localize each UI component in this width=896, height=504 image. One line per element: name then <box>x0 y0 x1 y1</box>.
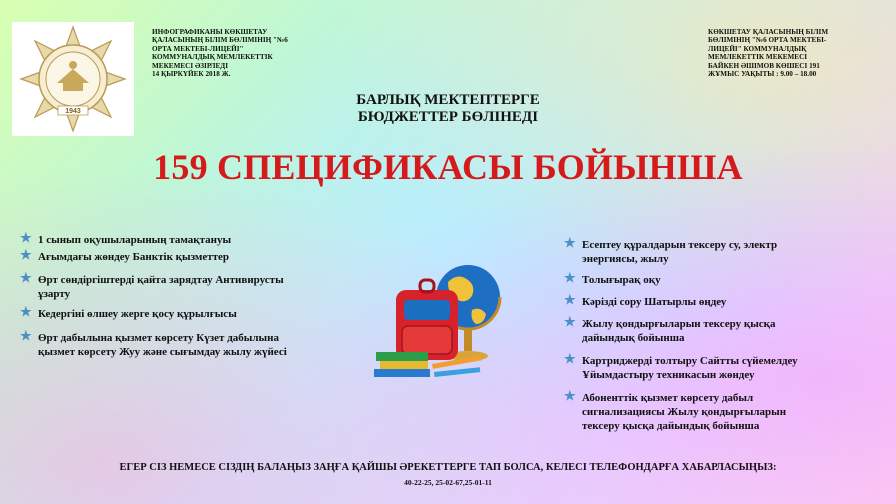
right-list <box>564 235 826 433</box>
header-right-line: МЕМЛЕКЕТТІК МЕКЕМЕСІ <box>708 53 808 62</box>
heading-line-1: БАРЛЫҚ МЕКТЕПТЕРГЕ <box>356 92 540 108</box>
header-left-line: ИНФОГРАФИКАНЫ КӨКШЕТАУ <box>152 28 268 36</box>
list-item-text: Кедергіні өлшеу жерге қосу құрылғысы <box>38 308 237 320</box>
star-icon: ★ <box>20 328 32 343</box>
header-right-line: КӨКШЕТАУ ҚАЛАСЫНЫҢ БІЛІМ <box>708 28 829 36</box>
list-item-text: Ағымдағы жөндеу Банктік қызметтер <box>38 251 230 263</box>
header-right-line: ЖҰМЫС УАҚЫТЫ : 9.00 – 18.00 <box>708 70 817 79</box>
header-right-line: БАЙКЕН ӘШІМОВ КӨШЕСІ 191 <box>708 61 820 70</box>
star-icon: ★ <box>20 270 32 285</box>
list-item <box>564 388 826 433</box>
header-left-line: 14 ҚЫРКҮЙЕК 2018 Ж. <box>152 70 231 79</box>
list-item <box>564 292 826 309</box>
heading-line-2: БЮДЖЕТТЕР БӨЛІНЕДІ <box>357 109 539 125</box>
main-title: 159 СПЕЦИФИКАСЫ БОЙЫНША <box>153 147 743 187</box>
header-right <box>708 28 848 78</box>
list-item <box>564 314 826 345</box>
header-left-line: ҚАЛАСЫНЫҢ БІЛІМ БӨЛІМІНІҢ "№6 <box>152 36 288 45</box>
heading <box>0 92 896 126</box>
header-left-line: МЕКЕМЕСІ ӘЗІРЛЕДІ <box>152 61 229 70</box>
star-icon: ★ <box>20 230 32 245</box>
list-item <box>20 247 290 264</box>
star-icon: ★ <box>564 388 576 403</box>
list-item-text: Картриджерді толтыру Сайтты сүйемелдеу Ұйымдастыру техникасын жөндеу <box>582 355 798 381</box>
list-item <box>20 304 290 321</box>
list-item <box>20 230 290 247</box>
list-item-text: Есептеу құралдарын тексеру су, электр энергиясы, жылу <box>582 239 778 265</box>
list-item-text: 1 сынып оқушыларының тамақтануы <box>38 234 232 246</box>
school-supplies-illustration <box>368 252 518 382</box>
list-item <box>564 270 826 287</box>
star-icon: ★ <box>564 292 576 307</box>
list-item-text: Өрт сөндіргіштерді қайта зарядтау Антивирусты ұзарту <box>38 274 284 300</box>
list-item <box>20 328 290 359</box>
header-right-line: ЛИЦЕЙІ" КОММУНАЛДЫҚ <box>708 44 807 53</box>
header-left-line: ОРТА МЕКТЕБІ-ЛИЦЕЙІ" <box>152 44 244 53</box>
logo-year: 1943 <box>65 108 81 115</box>
star-icon: ★ <box>564 314 576 329</box>
list-item <box>564 351 826 382</box>
header-left-line: КОММУНАЛДЫҚ МЕМЛЕКЕТТІК <box>152 53 273 62</box>
list-item <box>20 270 290 301</box>
list-item-text: Абоненттік қызмет көрсету дабыл сигнализациясы Жылу қондырғыларын тексеру қысқа дайындық бойынша <box>582 392 787 432</box>
star-icon: ★ <box>20 304 32 319</box>
list-item-text: Кәрізді сору Шатырлы өңдеу <box>582 296 727 308</box>
list-item <box>564 235 826 266</box>
star-icon: ★ <box>564 270 576 285</box>
header-right-line: БӨЛІМІНІҢ "№6 ОРТА МЕКТЕБІ- <box>708 36 827 45</box>
star-icon: ★ <box>20 247 32 262</box>
list-item-text: Жылу қондырғыларын тексеру қысқа дайындық бойынша <box>582 318 776 344</box>
list-item-text: Толығырақ оқу <box>582 274 661 286</box>
backpack-globe-icon <box>368 252 518 382</box>
star-icon: ★ <box>564 235 576 250</box>
footer-phones: 40-22-25, 25-02-67,25-01-11 <box>404 478 492 487</box>
star-icon: ★ <box>564 351 576 366</box>
list-item-text: Өрт дабылына қызмет көрсету Күзет дабылына қызмет көрсету Жуу және сығымдау жылу жүйесі <box>38 332 287 358</box>
header-left <box>152 28 292 78</box>
left-list <box>20 230 290 359</box>
footer-notice: ЕГЕР СІЗ НЕМЕСЕ СІЗДІҢ БАЛАҢЫЗ ЗАҢҒА ҚАЙШЫ ӘРЕКЕТТЕРГЕ ТАП БОЛСА, КЕЛЕСІ ТЕЛЕФОНДАРҒА ХАБАРЛАСЫҢЫЗ: <box>119 462 777 473</box>
